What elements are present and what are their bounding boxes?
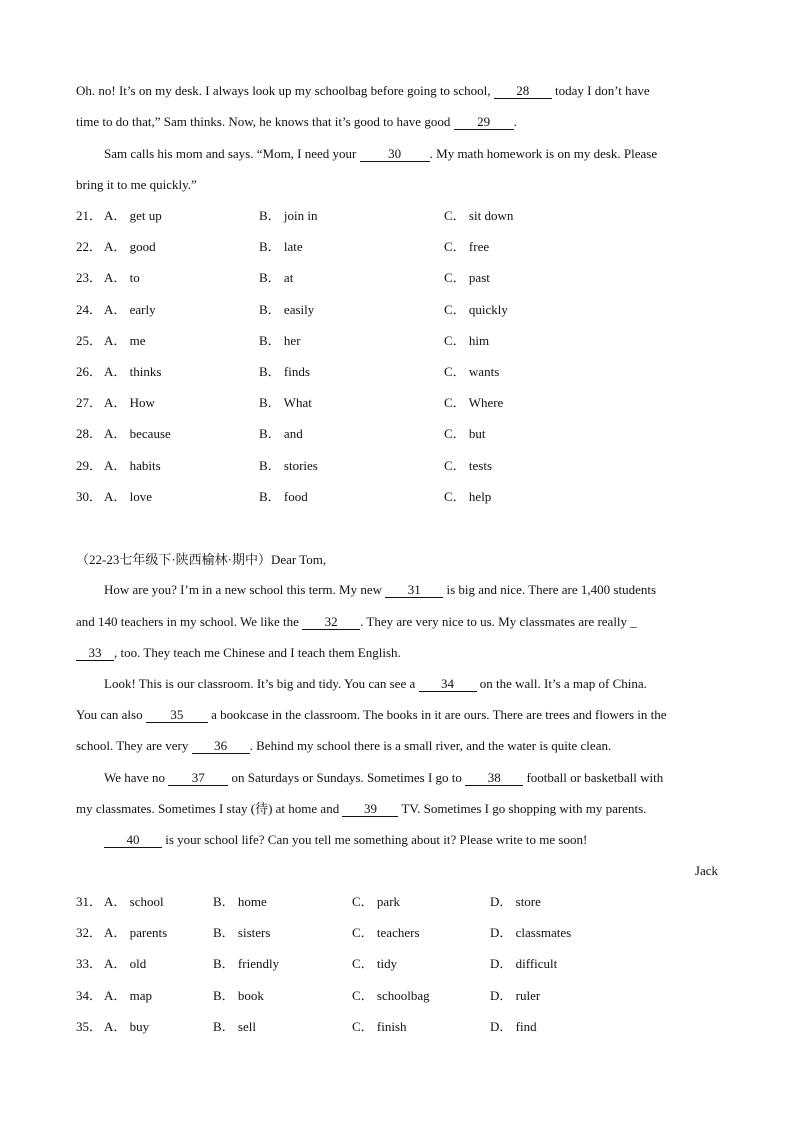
passage1-line: bring it to me quickly.”: [76, 177, 197, 192]
passage2-line: [104, 831, 718, 849]
option-a: A． to: [104, 270, 140, 286]
option-b: B． join in: [259, 208, 318, 223]
blank-28: 28: [494, 84, 552, 99]
option-c: C． sit down: [444, 208, 514, 223]
text: . Behind my school there is a small river, and the water is quite clean.: [249, 738, 612, 753]
question-number: 30．: [76, 488, 103, 504]
passage1-line: [76, 113, 718, 131]
text: How are you? I’m in a new school this term. My new: [104, 582, 386, 597]
blank-39: 39: [342, 802, 398, 817]
text: TV. Sometimes I go shopping with my parents.: [398, 801, 647, 816]
text: . My math homework is on my desk. Please: [429, 146, 658, 161]
question-number: 22．: [76, 239, 103, 255]
question-number: 31．: [76, 894, 103, 909]
option-c: C． him: [444, 332, 490, 348]
text: my classmates. Sometimes I stay (待) at home and: [76, 801, 343, 816]
option-a: A． good: [104, 239, 156, 255]
question-number: 27．: [76, 395, 103, 411]
text: on Saturdays or Sundays. Sometimes I go to: [228, 770, 466, 785]
option-a: A． me: [104, 332, 146, 348]
option-a: A． love: [104, 488, 153, 504]
blank-40: 40: [104, 833, 162, 848]
option-c: C． free: [444, 239, 490, 255]
option-b: B． finds: [259, 364, 310, 379]
text: Oh. no! It’s on my desk. I always look up my schoolbag before going to school,: [76, 83, 494, 98]
option-b: B． food: [259, 488, 308, 504]
option-b: B． late: [259, 239, 303, 255]
option-c: C． tests: [444, 457, 493, 473]
blank-38: 38: [465, 771, 523, 786]
option-a: A． map: [104, 987, 153, 1003]
text: is your school life? Can you tell me something about it? Please write to me soon!: [162, 832, 588, 847]
text: , too. They teach me Chinese and I teach them English.: [114, 645, 401, 660]
question-number: 35．: [76, 1018, 103, 1034]
letter-signature: Jack: [694, 863, 718, 878]
option-a: A． How: [104, 395, 155, 411]
option-d: D． classmates: [490, 925, 572, 941]
option-c: C． quickly: [444, 301, 508, 317]
passage2-line: [76, 706, 718, 724]
text: football or basketball with: [523, 770, 664, 785]
blank-34: 34: [419, 677, 477, 692]
text: today I don’t have: [551, 83, 650, 98]
option-b: B． sisters: [213, 925, 271, 941]
question-number: 33．: [76, 956, 103, 972]
passage2-header: （22-23七年级下·陕西榆林·期中）Dear Tom,: [76, 552, 327, 567]
question-number: 28．: [76, 426, 103, 442]
question-number: 34．: [76, 987, 103, 1003]
option-a: A． school: [104, 894, 164, 909]
option-d: D． find: [490, 1018, 537, 1034]
option-c: C． tidy: [352, 956, 398, 972]
passage2-line: [76, 800, 718, 818]
option-b: B． friendly: [213, 956, 280, 972]
text: We have no: [104, 770, 169, 785]
option-c: C． teachers: [352, 925, 420, 941]
text: school. They are very: [76, 738, 192, 753]
passage2-line: [76, 737, 718, 755]
text: on the wall. It’s a map of China.: [476, 676, 647, 691]
question-number: 32．: [76, 925, 103, 941]
option-b: B． and: [259, 426, 303, 442]
option-a: A． old: [104, 956, 147, 972]
option-a: A． buy: [104, 1018, 150, 1034]
blank-32: 32: [302, 615, 360, 630]
option-a: A． parents: [104, 925, 168, 941]
text: .: [513, 114, 517, 129]
option-d: D． difficult: [490, 956, 558, 972]
question-number: 23．: [76, 270, 103, 286]
blank-37: 37: [168, 771, 228, 786]
text: and 140 teachers in my school. We like the: [76, 614, 303, 629]
option-b: B． easily: [259, 301, 315, 317]
option-b: B． What: [259, 395, 312, 411]
option-c: C． Where: [444, 395, 504, 411]
option-d: D． store: [490, 894, 541, 909]
passage2-line: [76, 613, 718, 631]
option-b: B． book: [213, 987, 264, 1003]
option-a: A． because: [104, 426, 171, 442]
blank-35: 35: [146, 708, 208, 723]
question-number: 24．: [76, 301, 103, 317]
text: You can also: [76, 707, 146, 722]
option-c: C． park: [352, 894, 401, 909]
option-a: A． get up: [104, 208, 162, 223]
text: . They are very nice to us. My classmates are really _: [360, 614, 637, 629]
passage2-line: [76, 644, 718, 662]
text: Look! This is our classroom. It’s big and tidy. You can see a: [104, 676, 419, 691]
option-b: B． at: [259, 270, 294, 286]
option-b: B． home: [213, 894, 267, 909]
option-a: A． habits: [104, 457, 161, 473]
passage2-line: [104, 675, 718, 693]
option-b: B． stories: [259, 457, 318, 473]
option-c: C． finish: [352, 1018, 407, 1034]
blank-31: 31: [385, 583, 443, 598]
option-b: B． sell: [213, 1018, 256, 1034]
passage1-line: [104, 145, 718, 163]
option-a: A． thinks: [104, 364, 162, 379]
text: Sam calls his mom and says. “Mom, I need your: [104, 146, 360, 161]
text: a bookcase in the classroom. The books in it are ours. There are trees and flowers in the: [207, 707, 667, 722]
blank-30: 30: [360, 147, 430, 162]
text: time to do that,” Sam thinks. Now, he knows that it’s good to have good: [76, 114, 454, 129]
question-number: 29．: [76, 457, 103, 473]
passage1-line: [76, 82, 718, 100]
option-c: C． help: [444, 488, 492, 504]
option-b: B． her: [259, 332, 301, 348]
blank-36: 36: [192, 739, 250, 754]
question-number: 26．: [76, 364, 103, 379]
blank-33: 33: [76, 646, 114, 661]
option-a: A． early: [104, 301, 156, 317]
option-c: C． schoolbag: [352, 987, 430, 1003]
option-d: D． ruler: [490, 987, 541, 1003]
blank-29: 29: [454, 115, 514, 130]
question-number: 25．: [76, 332, 103, 348]
passage2-line: [104, 581, 718, 599]
passage2-line: [104, 769, 718, 787]
option-c: C． past: [444, 270, 490, 286]
text: is big and nice. There are 1,400 students: [443, 582, 657, 597]
option-c: C． wants: [444, 364, 500, 379]
question-number: 21．: [76, 208, 103, 223]
option-c: C． but: [444, 426, 486, 442]
